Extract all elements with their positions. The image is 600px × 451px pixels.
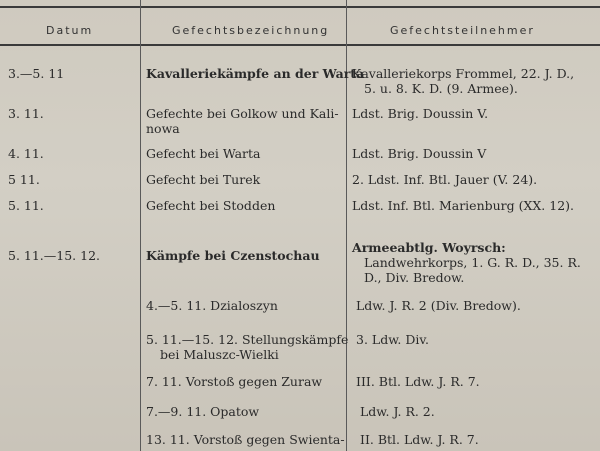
row-battle: Gefecht bei Turek <box>146 172 261 187</box>
row-battle: 5. 11.—15. 12. Stellungskämpfe <box>146 332 349 347</box>
row-participants: Kavalleriekorps Frommel, 22. J. D., <box>352 66 575 81</box>
row-battle: Kavalleriekämpfe an der Warta <box>146 66 365 81</box>
row-participants: Ldst. Inf. Btl. Marienburg (XX. 12). <box>352 198 575 213</box>
row-battle-cont: bei Maluszc-Wielki <box>160 347 279 362</box>
column-divider-1 <box>140 0 141 451</box>
row-participants: 3. Ldw. Div. <box>356 332 429 347</box>
row-battle: 13. 11. Vorstoß gegen Swienta- <box>146 432 345 447</box>
row-battle: 7.—9. 11. Opatow <box>146 404 260 419</box>
header-rule <box>0 44 600 46</box>
row-battle: Kämpfe bei Czenstochau <box>146 248 320 263</box>
header-bezeichnung: Gefechtsbezeichnung <box>172 24 330 37</box>
row-participants: 2. Ldst. Inf. Btl. Jauer (V. 24). <box>352 172 538 187</box>
row-participants-cont: Landwehrkorps, 1. G. R. D., 35. R. <box>364 255 581 270</box>
row-date: 4. 11. <box>8 146 44 161</box>
row-battle: Gefechte bei Golkow und Kali- <box>146 106 339 121</box>
row-date: 5 11. <box>8 172 40 187</box>
row-date: 3.—5. 11 <box>8 66 65 81</box>
row-participants: Ldw. J. R. 2. <box>360 404 435 419</box>
row-participants: II. Btl. Ldw. J. R. 7. <box>360 432 479 447</box>
top-rule <box>0 6 600 8</box>
row-battle: Gefecht bei Stodden <box>146 198 276 213</box>
row-participants: III. Btl. Ldw. J. R. 7. <box>356 374 480 389</box>
row-battle: Gefecht bei Warta <box>146 146 261 161</box>
header-teilnehmer: Gefechtsteilnehmer <box>390 24 535 37</box>
row-battle-cont: nowa <box>146 121 180 136</box>
row-participants: Ldst. Brig. Doussin V. <box>352 106 489 121</box>
row-battle: 4.—5. 11. Dzialoszyn <box>146 298 278 313</box>
row-date: 5. 11. <box>8 198 44 213</box>
row-participants-cont: D., Div. Bredow. <box>364 270 465 285</box>
row-date: 3. 11. <box>8 106 44 121</box>
row-battle: 7. 11. Vorstoß gegen Zuraw <box>146 374 323 389</box>
row-participants: Armeeabtlg. Woyrsch: <box>352 240 506 255</box>
row-participants: Ldst. Brig. Doussin V <box>352 146 487 161</box>
row-participants-cont: 5. u. 8. K. D. (9. Armee). <box>364 81 518 96</box>
row-date: 5. 11.—15. 12. <box>8 248 101 263</box>
header-datum: Datum <box>46 24 94 37</box>
row-participants: Ldw. J. R. 2 (Div. Bredow). <box>356 298 521 313</box>
